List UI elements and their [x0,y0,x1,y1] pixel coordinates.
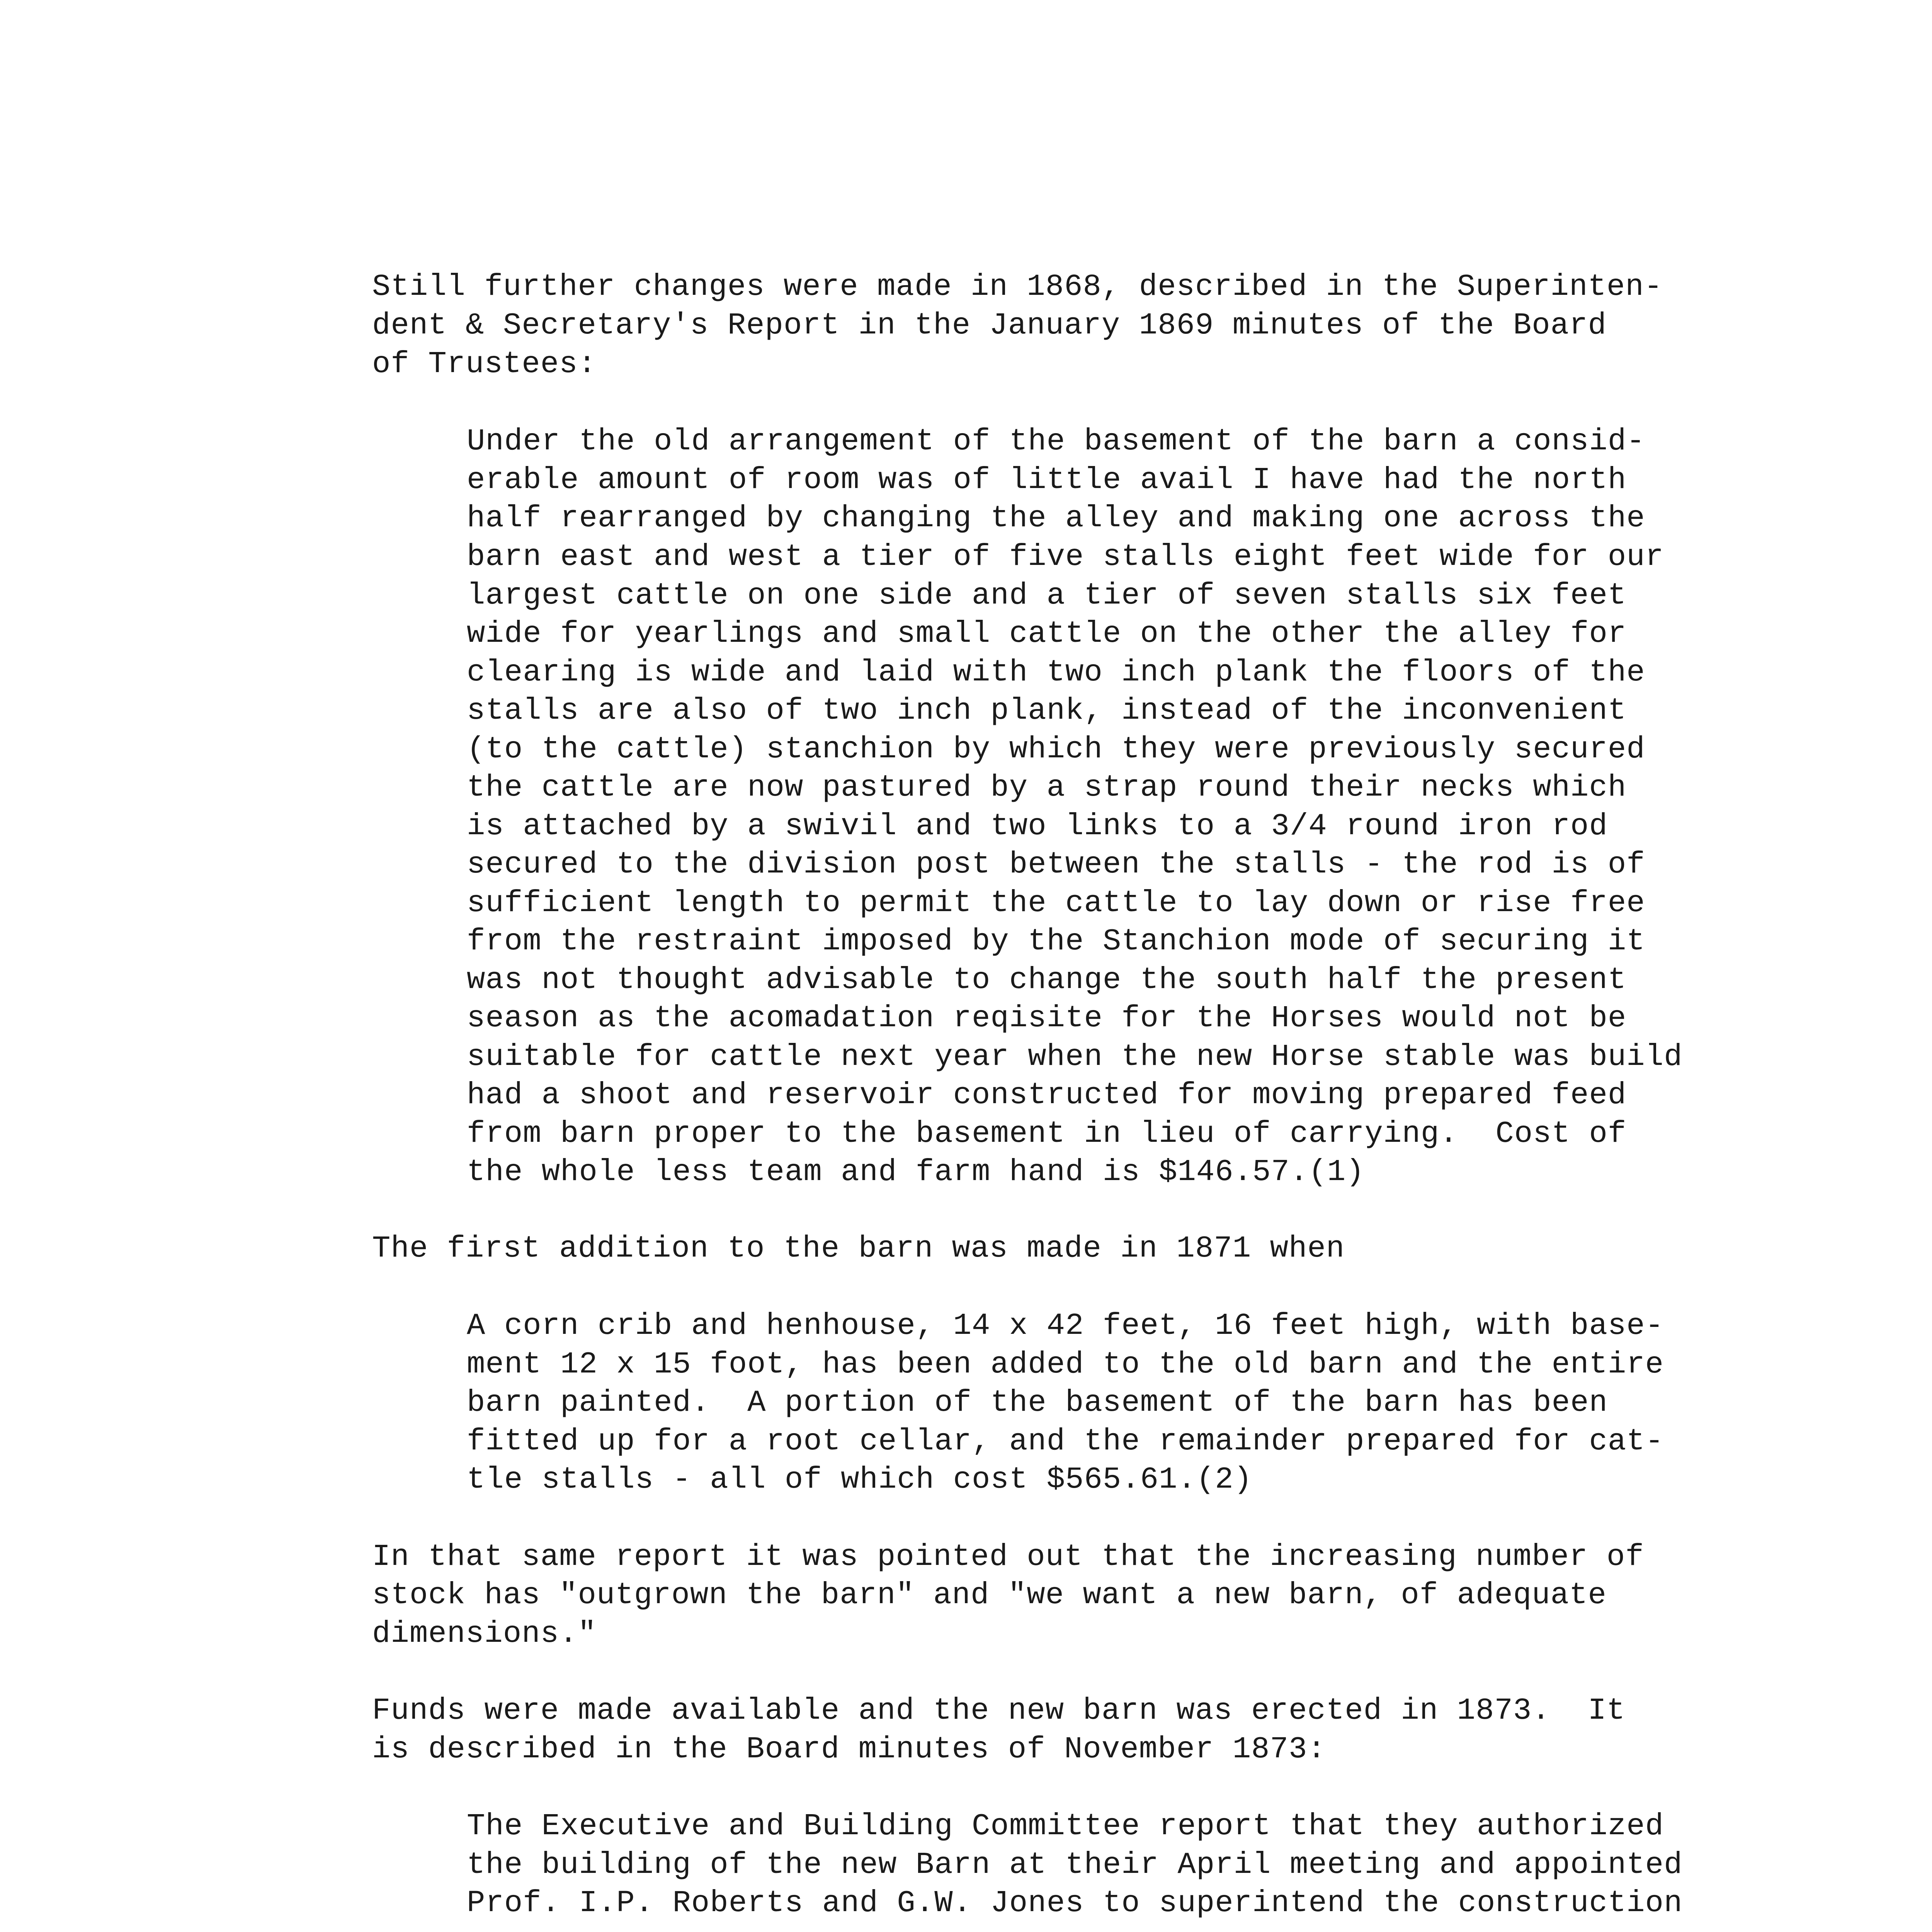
text-line: of Trustees: [372,347,597,381]
quote-line: had a shoot and reservoir constructed for moving prepared feed [467,1078,1627,1112]
quote-line: was not thought advisable to change the south half the present [467,963,1627,997]
quote-line: sufficient length to permit the cattle to lay down or rise free [467,886,1645,920]
quote-line: season as the acomadation reqisite for the Horses would not be [467,1001,1627,1036]
quote-line: suitable for cattle next year when the new Horse stable was build [467,1039,1683,1074]
text-line: is described in the Board minutes of November 1873: [372,1732,1326,1767]
quote-line: Under the old arrangement of the basement of the barn a consid- [467,424,1645,459]
text-line: dent & Secretary's Report in the January 1869 minutes of the Board [372,308,1607,343]
text-line: Funds were made available and the new barn was erected in 1873. It [372,1693,1626,1728]
quote-line: barn painted. A portion of the basement of the barn has been [467,1385,1608,1420]
text-line: The first addition to the barn was made in 1871 when [372,1231,1345,1266]
quote-line: secured to the division post between the stalls - the rod is of [467,847,1645,882]
quote-line: The Executive and Building Committee report that they authorized [467,1809,1664,1844]
text-line: dimensions." [372,1616,597,1651]
quote-line: from the restraint imposed by the Stanchion mode of securing it [467,924,1645,959]
text-line: stock has "outgrown the barn" and "we want a new barn, of adequate [372,1578,1607,1612]
quote-line: half rearranged by changing the alley and making one across the [467,501,1645,536]
quote-line: barn east and west a tier of five stalls eight feet wide for our [467,539,1664,574]
quote-line: A corn crib and henhouse, 14 x 42 feet, 16 feet high, with base- [467,1308,1664,1343]
quote-line: fitted up for a root cellar, and the remainder prepared for cat- [467,1424,1664,1459]
quote-line: largest cattle on one side and a tier of seven stalls six feet [467,578,1627,613]
quote-line: wide for yearlings and small cattle on the other the alley for [467,616,1627,651]
quote-line: is attached by a swivil and two links to a 3/4 round iron rod [467,809,1608,844]
quote-line: the building of the new Barn at their April meeting and appointed [467,1847,1683,1882]
quote-line: stalls are also of two inch plank, instead of the inconvenient [467,693,1627,728]
quote-line: (to the cattle) stanchion by which they were previously secured [467,732,1645,767]
quote-line: erable amount of room was of little avail I have had the north [467,463,1627,497]
quote-line: Prof. I.P. Roberts and G.W. Jones to superintend the construction [467,1886,1683,1920]
quote-line: ment 12 x 15 foot, has been added to the old barn and the entire [467,1347,1664,1382]
quote-line: clearing is wide and laid with two inch plank the floors of the [467,655,1645,690]
quote-line: from barn proper to the basement in lieu of carrying. Cost of [467,1116,1627,1151]
quote-line: the whole less team and farm hand is $146.57.(1) [467,1155,1365,1189]
quote-line: tle stalls - all of which cost $565.61.(2) [467,1462,1253,1497]
text-line: In that same report it was pointed out that the increasing number of [372,1539,1644,1574]
text-line: Still further changes were made in 1868, described in the Superinten- [372,269,1663,304]
quote-line: the cattle are now pastured by a strap round their necks which [467,770,1627,805]
